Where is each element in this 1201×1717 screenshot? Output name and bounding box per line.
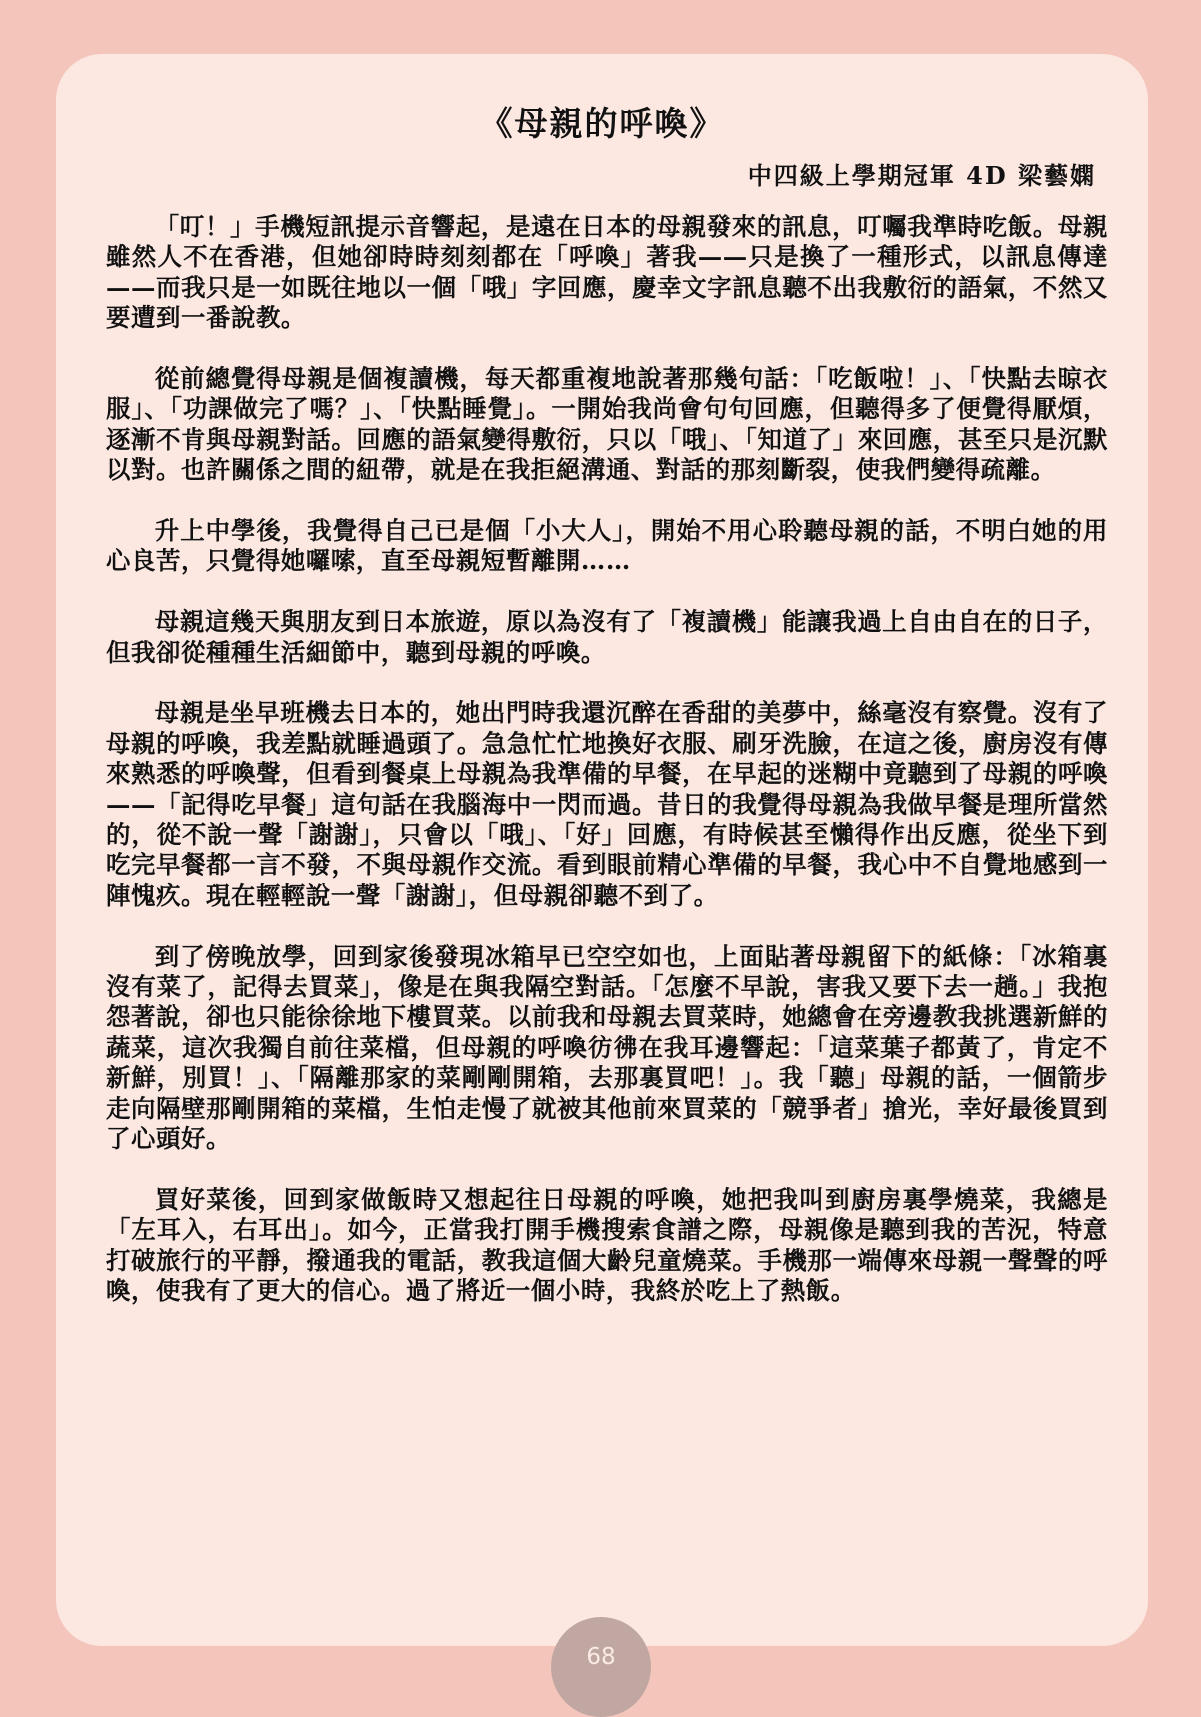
paragraph-6: 到了傍晚放學，回到家後發現冰箱早已空空如也，上面貼著母親留下的紙條：「冰箱裏沒有菜了，記得去買菜」，像是在與我隔空對話。「怎麼不早說，害我又要下去一趟。」我抱怨著說，卻也只能徐徐地下樓買菜。以前我和母親去買菜時，她總會在旁邊教我挑選新鮮的蔬菜，這次我獨自前往菜檔，但母親的呼喚彷彿在我耳邊響起：「這菜葉子都黃了，肯定不新鮮，別買！」、「隔離那家的菜剛剛開箱，去那裏買吧！」。我「聽」母親的話，一個箭步走向隔壁那剛開箱的菜檔，生怕走慢了就被其他前來買菜的「競爭者」搶光，幸好最後買到了心頭好。 bbox=[106, 941, 1108, 1154]
paragraph-4: 母親這幾天與朋友到日本旅遊，原以為沒有了「複讀機」能讓我過上自由自在的日子，但我卻從種種生活細節中，聽到母親的呼喚。 bbox=[106, 607, 1108, 667]
article-title: 《母親的呼喚》 bbox=[479, 104, 725, 143]
paragraph-5: 母親是坐早班機去日本的，她出門時我還沉醉在香甜的美夢中，絲毫沒有察覺。沒有了母親的呼喚，我差點就睡過頭了。急急忙忙地換好衣服、刷牙洗臉，在這之後，廚房沒有傳來熟悉的呼喚聲，但看到餐桌上母親為我準備的早餐，在早起的迷糊中竟聽到了母親的呼喚——「記得吃早餐」這句話在我腦海中一閃而過。昔日的我覺得母親為我做早餐是理所當然的，從不說一聲「謝謝」，只會以「哦」、「好」回應，有時候甚至懶得作出反應，從坐下到吃完早餐都一言不發，不與母親作交流。看到眼前精心準備的早餐，我心中不自覺地感到一陣愧疚。現在輕輕說一聲「謝謝」，但母親卻聽不到了。 bbox=[106, 698, 1108, 910]
author-byline: 中四級上學期冠軍 4D 梁藝嫻 bbox=[747, 161, 1096, 190]
paragraph-1: 「叮！」手機短訊提示音響起，是遠在日本的母親發來的訊息，叮囑我準時吃飯。母親雖然人不在香港，但她卻時時刻刻都在「呼喚」著我——只是換了一種形式，以訊息傳達——而我只是一如既往地以一個「哦」字回應，慶幸文字訊息聽不出我敷衍的語氣，不然又要遭到一番說教。 bbox=[106, 212, 1108, 333]
article-body bbox=[106, 212, 1108, 1337]
paragraph-7: 買好菜後，回到家做飯時又想起往日母親的呼喚，她把我叫到廚房裏學燒菜，我總是「左耳入，右耳出」。如今，正當我打開手機搜索食譜之際，母親像是聽到我的苦況，特意打破旅行的平靜，撥通我的電話，教我這個大齡兒童燒菜。手機那一端傳來母親一聲聲的呼喚，使我有了更大的信心。過了將近一個小時，我終於吃上了熱飯。 bbox=[106, 1184, 1108, 1306]
page-number: 68 bbox=[586, 1644, 616, 1670]
paragraph-2: 從前總覺得母親是個複讀機，每天都重複地說著那幾句話：「吃飯啦！」、「快點去晾衣服」、「功課做完了嗎？」、「快點睡覺」。一開始我尚會句句回應，但聽得多了便覺得厭煩，逐漸不肯與母親對話。回應的語氣變得敷衍，只以「哦」、「知道了」來回應，甚至只是沉默以對。也許關係之間的紐帶，就是在我拒絕溝通、對話的那刻斷裂，使我們變得疏離。 bbox=[106, 364, 1108, 485]
article-card bbox=[56, 54, 1148, 1646]
paragraph-3: 升上中學後，我覺得自己已是個「小大人」，開始不用心聆聽母親的話，不明白她的用心良苦，只覺得她囉嗦，直至母親短暫離開…… bbox=[106, 516, 1108, 576]
page-number-badge bbox=[551, 1617, 651, 1717]
